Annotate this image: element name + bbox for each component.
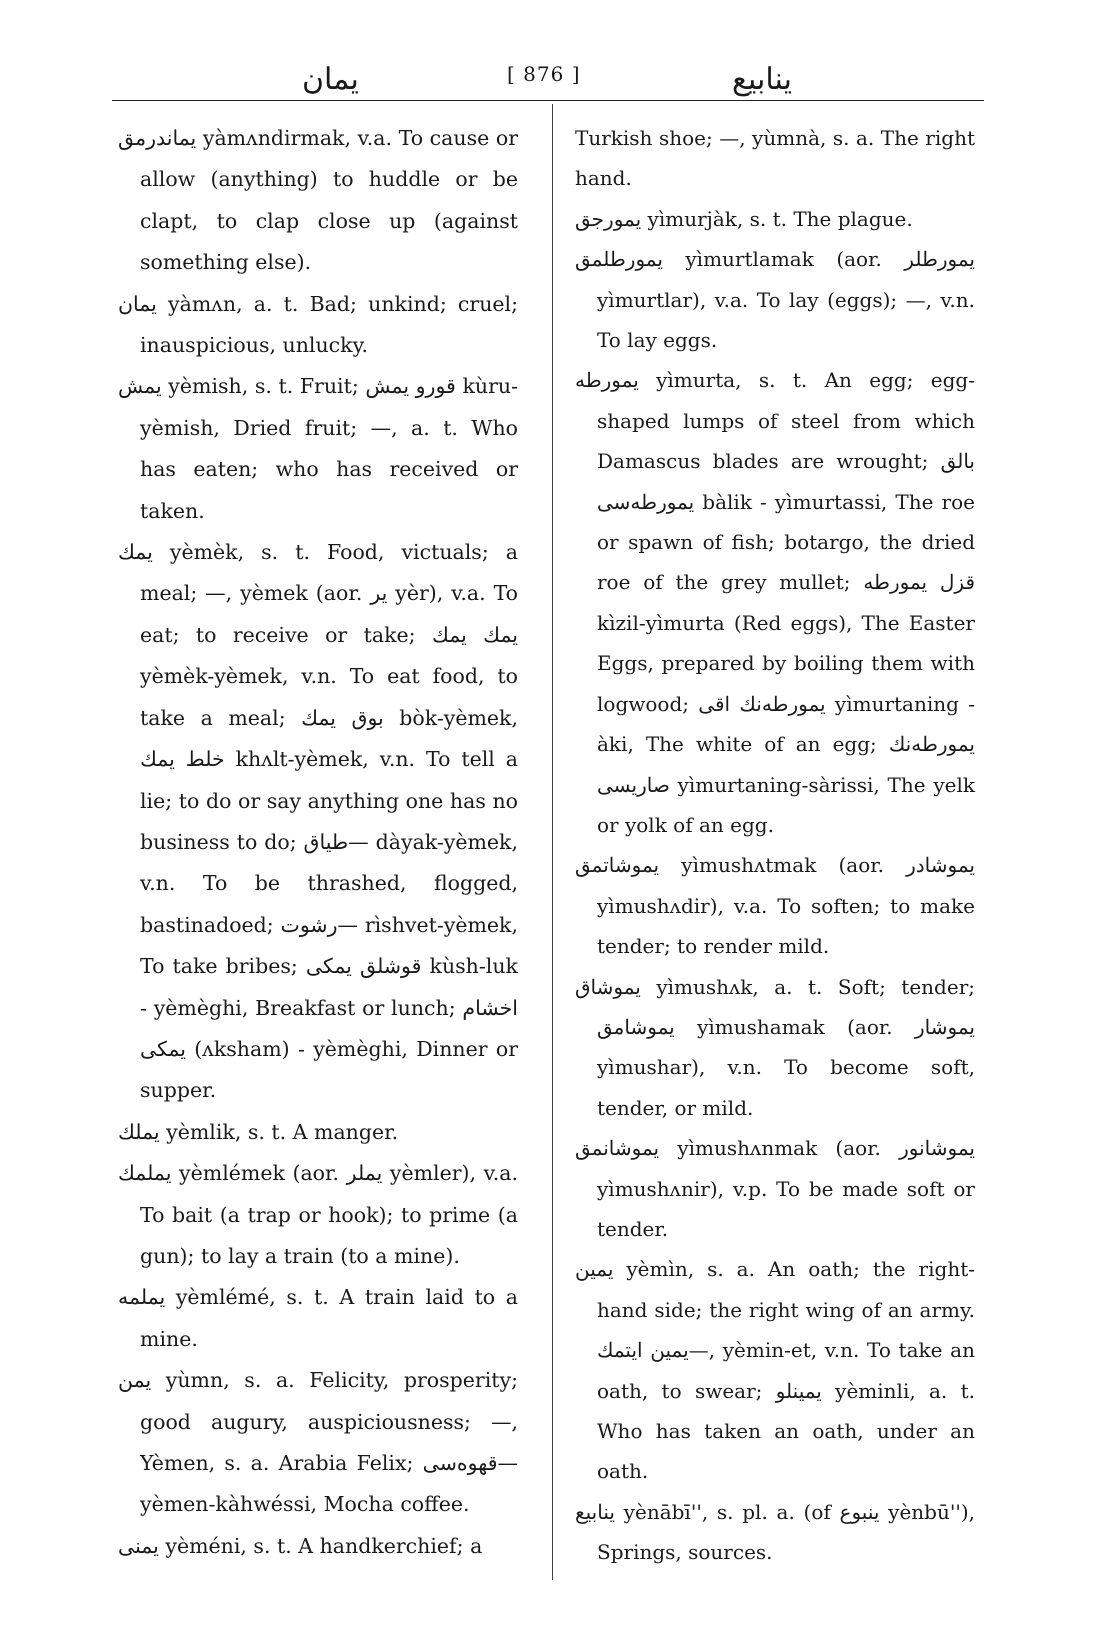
entry-yimushatmak: يموشاتمق yìmushʌtmak (aor. يموشادر yìmushʌdir), v.a. To soften; to make tender; to render mild. xyxy=(575,853,975,959)
page-header xyxy=(112,50,982,100)
right-column xyxy=(575,118,975,1573)
entry-yimurtlamak: يمورطلمق yìmurtlamak (aor. يمورطلر yìmurtlar), v.a. To lay (eggs); —, v.n. To lay eggs. xyxy=(575,247,975,353)
left-running-head: يمان xyxy=(302,62,359,97)
entry-yaman: يمان yàmʌn, a. t. Bad; unkind; cruel; inauspicious, unlucky. xyxy=(118,291,518,358)
right-running-head: ينابيع xyxy=(732,62,792,97)
entry-yemeni: يمنى yèméni, s. t. A handkerchief; a xyxy=(118,1533,483,1558)
entry-yimushak: يموشاق yìmushʌk, a. t. Soft; tender; يموشامق yìmushamak (aor. يموشار yìmushar), v.n. To become soft, tender, or mild. xyxy=(575,974,975,1120)
entry-yamandirmak: يماندرمق yàmʌndirmak, v.a. To cause or allow (anything) to huddle or be clapt, to clap close up (against something else). xyxy=(118,126,518,275)
entry-yimushanmak: يموشانمق yìmushʌnmak (aor. يموشانور yìmushʌnir), v.p. To be made soft or tender. xyxy=(575,1136,975,1241)
entry-yimurjak: يمورجق yìmurjàk, s. t. The plague. xyxy=(575,206,913,231)
left-column xyxy=(118,118,518,1567)
entry-yemish: يمش yèmish, s. t. Fruit; قورو يمش kùru-yèmish, Dried fruit; —, a. t. Who has eaten; who has received or taken. xyxy=(118,374,518,523)
entry-yemin: يمين yèmìn, s. a. An oath; the right-hand side; the right wing of an army. يمين ايتمك—, yèmin-et, v.n. To take an oath, to swear; يمينلو yèminli, a. t. Who has taken an oath, under an oath. xyxy=(575,1257,975,1484)
entry-yenabi: ينابيع yènābī'', s. pl. a. (of ينبوع yènbū''), Springs, sources. xyxy=(575,1499,976,1565)
page-number: [ 876 ] xyxy=(507,62,581,86)
entry-yimurta: يمورطه yìmurta, s. t. An egg; egg-shaped lumps of steel from which Damascus blades are wrought; بالق يمورطه‌سى bàlik - yìmurtassi, The roe or spawn of fish; botargo, the dried roe of the grey mullet; قزل يمورطه kìzil-yìmurta (Red eggs), The Easter Eggs, prepared by boiling them with logwood; يمورطه‌نك اقى yìmurtaning - àki, The white of an egg; يمورطه‌نك صاريسى yìmurtaning-sàrissi, The yelk or yolk of an egg. xyxy=(575,368,976,837)
entry-yemleme: يملمه yèmlémé, s. t. A train laid to a mine. xyxy=(118,1285,518,1351)
column-divider xyxy=(552,104,553,1580)
header-rule xyxy=(112,100,984,101)
entry-yemlemek: يملمك yèmlémek (aor. يملر yèmler), v.a. To bait (a trap or hook); to prime (a gun); to lay a train (to a mine). xyxy=(118,1161,519,1268)
entry-yemlik: يملك yèmlik, s. t. A manger. xyxy=(118,1119,399,1144)
entry-yumn: يمن yùmn, s. a. Felicity, prosperity; good augury, auspiciousness; —, Yèmen, s. a. Arabia Felix; قهوه‌سى— yèmen-kàhwéssi, Mocha coffee. xyxy=(118,1368,518,1517)
entry-yemek: يمك yèmèk, s. t. Food, victuals; a meal; —, yèmek (aor. ير yèr), v.a. To eat; to receive or take; يمك يمك yèmèk-yèmek, v.n. To eat food, to take a meal; بوق يمك bòk-yèmek, خلط يمك khʌlt-yèmek, v.n. To tell a lie; to do or say anything one has no business to do; طياق— dàyak-yèmek, v.n. To be thrashed, flogged, bastinadoed; رشوت— rìshvet-yèmek, To take bribes; قوشلق يمكى kùsh-luk - yèmèghi, Breakfast or lunch; اخشام يمكى (ʌksham) - yèmèghi, Dinner or supper. xyxy=(118,540,519,1103)
entry-continuation: Turkish shoe; —, yùmnà, s. a. The right hand. xyxy=(575,126,975,191)
